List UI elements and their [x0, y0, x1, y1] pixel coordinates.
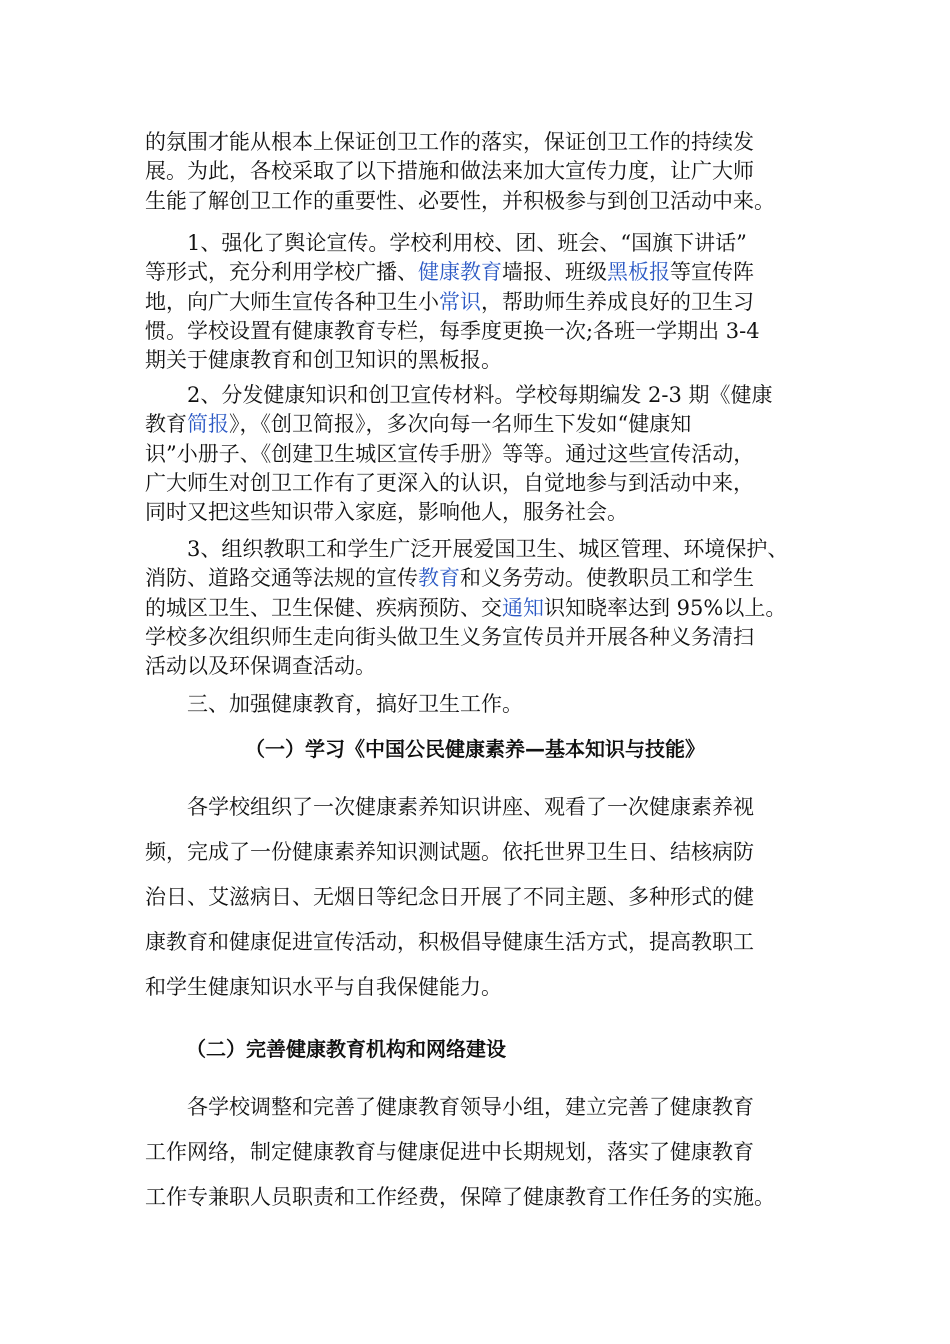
text-line: 工作专兼职人员职责和工作经费，保障了健康教育工作任务的实施。 [145, 1185, 775, 1209]
text-line: 各学校调整和完善了健康教育领导小组，建立完善了健康教育 [187, 1095, 754, 1119]
link-blackboard[interactable]: 黑板报 [607, 260, 670, 285]
text-run: 地，向广大师生宣传各种卫生小 [145, 289, 439, 314]
text-line: 康教育和健康促进宣传活动，积极倡导健康生活方式，提高教职工 [145, 930, 754, 954]
text-line [145, 410, 805, 439]
text-line: 识”小册子、《创建卫生城区宣传手册》等等。通过这些宣传活动， [145, 441, 755, 466]
link-common-knowledge[interactable]: 常识 [439, 289, 481, 314]
intro-paragraph [145, 128, 805, 216]
text-line: 工作网络，制定健康教育与健康促进中长期规划，落实了健康教育 [145, 1140, 754, 1164]
paragraph-5 [145, 1085, 805, 1220]
text-run: 》，《创卫简报》，多次向每一名师生下发如“健康知 [229, 412, 692, 437]
text-line: 活动以及环保调查活动。 [145, 654, 376, 679]
text-line: 频，完成了一份健康素养知识测试题。依托世界卫生日、结核病防 [145, 840, 754, 864]
text-line: 期关于健康教育和创卫知识的黑板报。 [145, 348, 502, 373]
text-line [145, 594, 805, 623]
paragraph-4 [145, 785, 805, 1010]
text-line: 治日、艾滋病日、无烟日等纪念日开展了不同主题、多种形式的健 [145, 885, 754, 909]
paragraph-2 [145, 381, 805, 527]
section-three-title [145, 690, 805, 719]
text-line: 1、强化了舆论宣传。学校利用校、团、班会、“国旗下讲话” [187, 231, 747, 255]
text-run: 和义务劳动。使教职员工和学生 [460, 566, 754, 591]
text-line: 展。为此，各校采取了以下措施和做法来加大宣传力度，让广大师 [145, 159, 754, 184]
link-education[interactable]: 教育 [418, 566, 460, 591]
text-run: 消防、道路交通等法规的宣传 [145, 566, 418, 591]
text-line: 广大师生对创卫工作有了更深入的认识，自觉地参与到活动中来， [145, 470, 754, 495]
link-bulletin[interactable]: 简报 [187, 412, 229, 437]
text-line [145, 288, 805, 317]
text-line: 2、分发健康知识和创卫宣传材料。学校每期编发 2-3 期《健康 [187, 383, 773, 407]
text-run: 教育 [145, 412, 187, 437]
link-notice[interactable]: 通知 [502, 595, 544, 620]
text-line: 和学生健康知识水平与自我保健能力。 [145, 975, 502, 999]
text-line [145, 564, 805, 593]
text-line: 生能了解创卫工作的重要性、必要性，并积极参与到创卫活动中来。 [145, 188, 775, 213]
text-line: 3、组织教职工和学生广泛开展爱国卫生、城区管理、环境保护、 [187, 537, 789, 561]
text-run: 的城区卫生、卫生保健、疾病预防、交 [145, 595, 502, 620]
text-line: 的氛围才能从根本上保证创卫工作的落实，保证创卫工作的持续发 [145, 130, 754, 154]
paragraph-3 [145, 535, 805, 681]
text-run: 识知晓率达到 95%以上。 [544, 595, 787, 620]
text-run: 等形式，充分利用学校广播、 [145, 260, 418, 285]
text-line [145, 258, 805, 287]
text-line: 惯。学校设置有健康教育专栏，每季度更换一次;各班一学期出 3-4 [145, 318, 760, 343]
heading-study-health-literacy: （一）学习《中国公民健康素养—基本知识与技能》 [245, 737, 705, 761]
text-line: 学校多次组织师生走向街头做卫生义务宣传员并开展各种义务清扫 [145, 624, 754, 649]
paragraph-1 [145, 229, 805, 375]
link-health-education[interactable]: 健康教育 [418, 260, 502, 285]
text-line: 三、加强健康教育，搞好卫生工作。 [187, 692, 523, 716]
heading-improve-network: （二）完善健康教育机构和网络建设 [186, 1037, 506, 1061]
text-run: 等宣传阵 [670, 260, 754, 285]
text-run: 墙报、班级 [502, 260, 607, 285]
text-run: ，帮助师生养成良好的卫生习 [481, 289, 754, 314]
text-line: 各学校组织了一次健康素养知识讲座、观看了一次健康素养视 [187, 795, 754, 819]
text-line: 同时又把这些知识带入家庭，影响他人，服务社会。 [145, 500, 628, 525]
